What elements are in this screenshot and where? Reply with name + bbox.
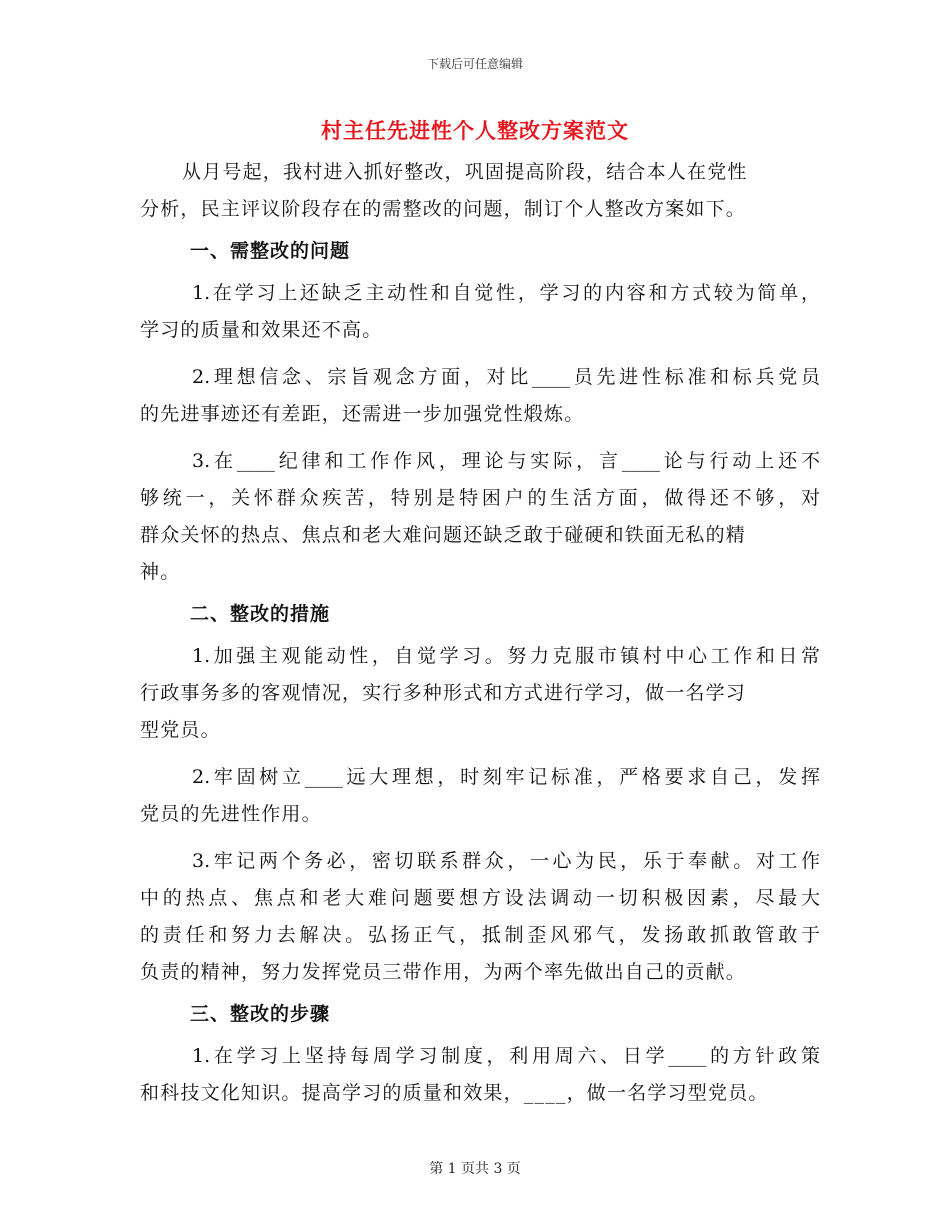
document-body <box>140 154 820 1112</box>
paragraph-line: 党员的先进性作用。 <box>140 803 322 825</box>
paragraph-line: 的责任和努力去解决。弘扬正气，抵制歪风邪气，发扬敢抓敢管敢于 <box>140 924 820 946</box>
paragraph-line: 2.理想信念、宗旨观念方面，对比____员先进性标准和标兵党员 <box>192 366 820 388</box>
document-title: 村主任先进性个人整改方案范文 <box>321 118 629 143</box>
paragraph-line: 中的热点、焦点和老大难问题要想方设法调动一切积极因素，尽最大 <box>140 887 820 909</box>
paragraph-line: 2.牢固树立____远大理想，时刻牢记标准，严格要求自己，发挥 <box>192 766 820 788</box>
section-heading: 三、整改的步骤 <box>190 1003 331 1025</box>
paragraph-line: 1.加强主观能动性，自觉学习。努力克服市镇村中心工作和日常 <box>192 645 820 667</box>
paragraph-line: 行政事务多的客观情况，实行多种形式和方式进行学习，做一名学习 <box>140 682 747 704</box>
paragraph-line: 3.牢记两个务必，密切联系群众，一心为民，乐于奉献。对工作 <box>192 850 820 872</box>
header-note: 下载后可任意编辑 <box>426 57 523 71</box>
paragraph-line: 的先进事迹还有差距，还需进一步加强党性煅炼。 <box>140 403 585 425</box>
intro-line: 分析，民主评议阶段存在的需整改的问题，制订个人整改方案如下。 <box>140 198 747 220</box>
paragraph-line: 神。 <box>140 561 181 583</box>
paragraph-line: 负责的精神，努力发挥党员三带作用，为两个率先做出自己的贡献。 <box>140 961 747 983</box>
section-heading: 一、需整改的问题 <box>190 240 351 262</box>
paragraph-line: 够统一，关怀群众疾苦，特别是特困户的生活方面，做得还不够，对 <box>140 487 820 509</box>
paragraph-line: 1.在学习上还缺乏主动性和自觉性，学习的内容和方式较为简单， <box>192 282 820 304</box>
paragraph-line: 3.在____纪律和工作作风，理论与实际，言____论与行动上还不 <box>192 450 820 472</box>
section-heading: 二、整改的措施 <box>190 603 331 625</box>
page-footer: 第 1 页共 3 页 <box>429 1161 521 1177</box>
paragraph-line: 学习的质量和效果还不高。 <box>140 319 383 341</box>
paragraph-line: 型党员。 <box>140 719 221 741</box>
paragraph-line: 和科技文化知识。提高学习的质量和效果，____，做一名学习型党员。 <box>140 1082 769 1104</box>
intro-line: 从月号起，我村进入抓好整改，巩固提高阶段，结合本人在党性 <box>182 161 748 183</box>
paragraph-line: 1.在学习上坚持每周学习制度，利用周六、日学____的方针政策 <box>192 1045 820 1067</box>
paragraph-line: 群众关怀的热点、焦点和老大难问题还缺乏敢于碰硬和铁面无私的精 <box>140 524 747 546</box>
